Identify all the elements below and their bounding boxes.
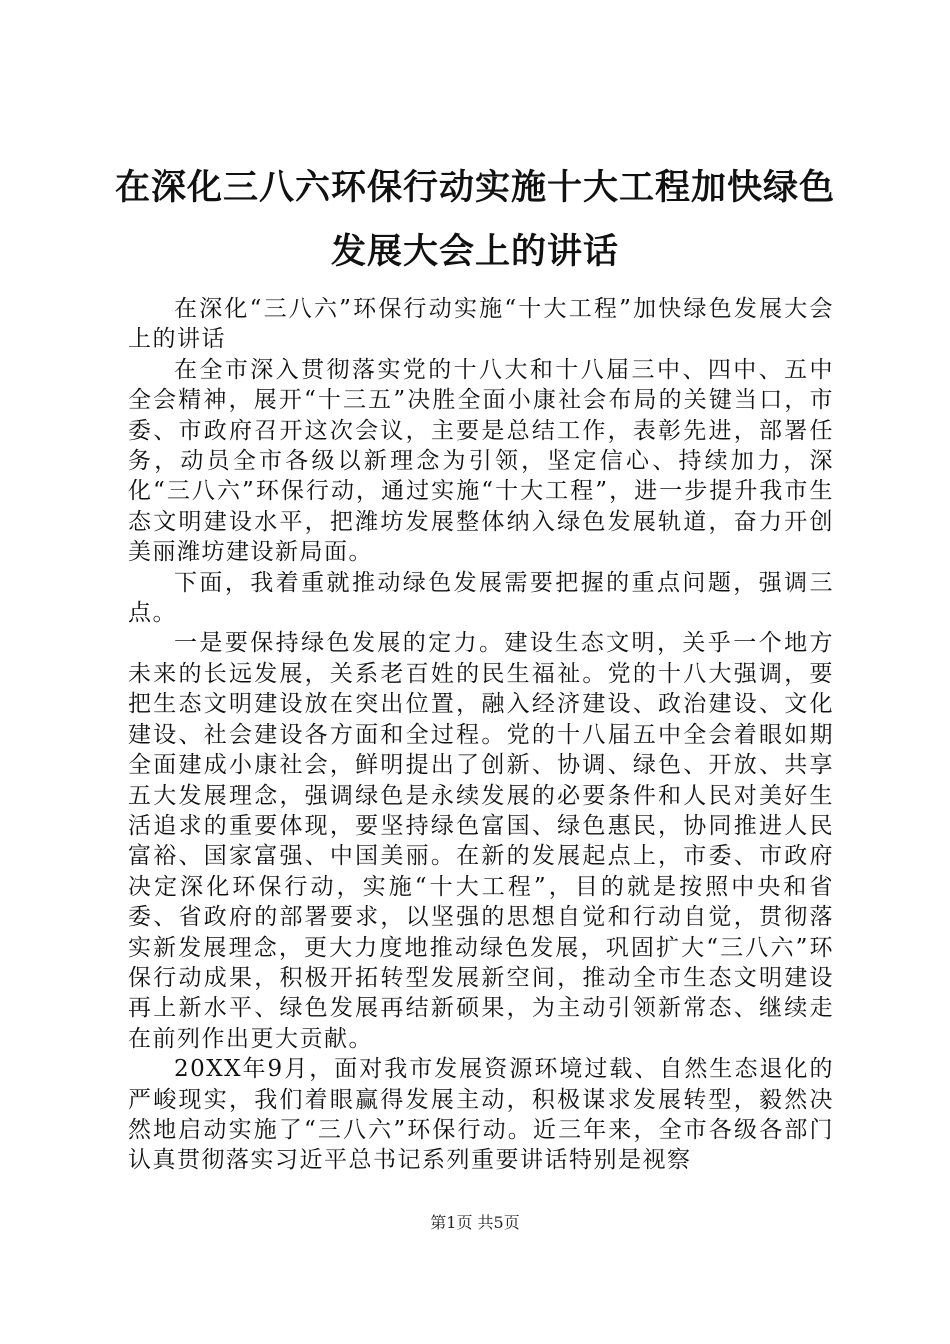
paragraph-point-one: 一是要保持绿色发展的定力。建设生态文明，关乎一个地方未来的长远发展，关系老百姓的民生福祉。党的十八大强调，要把生态文明建设放在突出位置，融入经济建设、政治建设、文化建设、社会建设各方面和全过程。党的十八届五中全会着眼如期全面建成小康社会，鲜明提出了创新、协调、绿色、开放、共享五大发展理念，强调绿色是永续发展的必要条件和人民对美好生活追求的重要体现，要坚持绿色富国、绿色惠民，协同推进人民富裕、国家富强、中国美丽。在新的发展起点上，市委、市政府决定深化环保行动，实施“十大工程”，目的就是按照中央和省委、省政府的部署要求，以坚强的思想自觉和行动自觉，贯彻落实新发展理念，更大力度地推动绿色发展，巩固扩大“三八六”环保行动成果，积极开拓转型发展新空间，推动全市生态文明建设再上新水平、绿色发展再结新硕果，为主动引领新常态、继续走在前列作出更大贡献。: [128, 630, 834, 1052]
paragraph-subtitle: 在深化“三八六”环保行动实施“十大工程”加快绿色发展大会上的讲话: [128, 296, 834, 353]
title-line-1: 在深化三八六环保行动实施十大工程加快绿色: [114, 167, 835, 208]
paragraph-outline: 下面，我着重就推动绿色发展需要把握的重点问题，强调三点。: [128, 569, 834, 627]
document-body: [128, 294, 834, 1176]
page-number-footer: 第1页 共5页: [430, 1213, 520, 1232]
document-title: [110, 156, 840, 284]
paragraph-background: 20XX年9月，面对我市发展资源环境过载、自然生态退化的严峻现实，我们着眼赢得发展主动，积极谋求发展转型，毅然决然地启动实施了“三八六”环保行动。近三年来，全市各级各部门认真贯彻落实习近平总书记系列重要讲话特别是视察: [128, 1056, 834, 1174]
paragraph-intro: 在全市深入贯彻落实党的十八大和十八届三中、四中、五中全会精神，展开“十三五”决胜全面小康社会布局的关键当口，市委、市政府召开这次会议，主要是总结工作，表彰先进，部署任务，动员全市各级以新理念为引领，坚定信心、持续加力，深化“三八六”环保行动，通过实施“十大工程”，进一步提升我市生态文明建设水平，把潍坊发展整体纳入绿色发展轨道，奋力开创美丽潍坊建设新局面。: [128, 356, 834, 566]
title-line-2: 发展大会上的讲话: [330, 231, 619, 272]
